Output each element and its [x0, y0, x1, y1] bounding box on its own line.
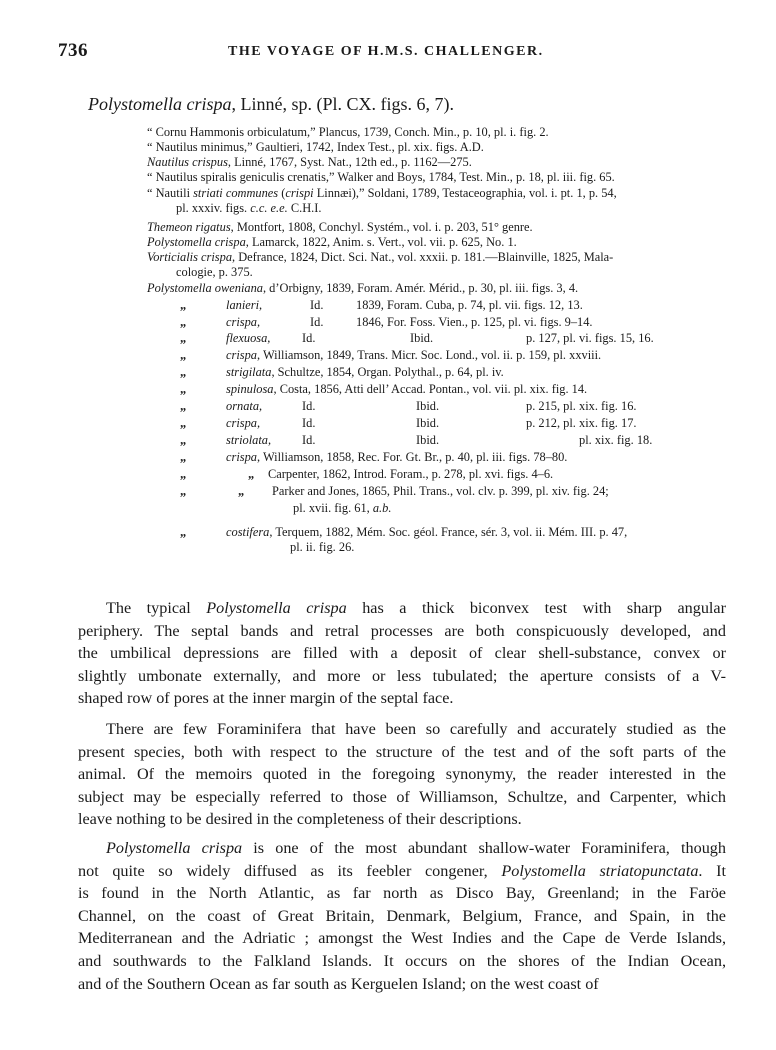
taxon-name: crispa,: [226, 315, 261, 329]
citation-text: Linnæi),” Soldani, 1789, Testaceographia, vol. i. pt. 1, p. 54,: [313, 186, 617, 200]
citation-text: p. 212, pl. xix. fig. 17.: [526, 416, 637, 430]
running-head: THE VOYAGE OF H.M.S. CHALLENGER.: [228, 44, 544, 59]
citation-text: “ Nautili: [147, 186, 194, 200]
ditto-mark: „: [180, 399, 187, 413]
citation-ibid: Ibid.: [416, 399, 440, 413]
text-line: periphery. The septal bands and retral processes are both conspicuously developed, and: [78, 621, 726, 640]
citation-text: pl. ii. fig. 26.: [290, 540, 355, 554]
text-line: not quite so widely diffused as its feebler congener, Polystomella striatopunctata. It: [78, 861, 726, 880]
citation-ibid: Ibid.: [416, 416, 440, 430]
taxon-name: crispa,: [226, 416, 261, 430]
ditto-mark: „: [180, 433, 187, 447]
ditto-mark: „: [180, 525, 187, 539]
taxon-name: costifera: [226, 525, 270, 539]
citation-ibid: Ibid.: [410, 331, 434, 345]
taxon-name: a.b.: [372, 501, 392, 515]
synonymy-entry: [147, 250, 613, 264]
taxon-name: ornata,: [226, 399, 263, 413]
synonymy-entry: [226, 399, 637, 413]
synonymy-entry-continuation: [290, 540, 354, 554]
page-header: [58, 40, 748, 64]
text-line: the umbilical depressions are filled with a deposit of clear shell-substance, convex or: [78, 644, 726, 663]
citation-text: p. 215, pl. xix. fig. 16.: [526, 399, 637, 413]
text-line: and southwards to the Falkland Islands. It occurs on the shores of the Indian Ocean,: [78, 951, 726, 970]
synonymy-entry: [226, 348, 601, 362]
taxon-name: Polystomella oweniana: [147, 281, 263, 295]
synonymy-entry: [268, 467, 553, 481]
text-line: present species, both with respect to the structure of the test and of the soft parts of the: [78, 742, 726, 761]
text-line: Mediterranean and the Adriatic ; amongst the West Indies and the Cape de Verde Islands,: [78, 929, 726, 948]
paragraph: [78, 718, 726, 831]
species-title: [88, 94, 454, 115]
text-line: shaped row of pores at the inner margin of the septal face.: [78, 689, 454, 708]
text-line: leave nothing to be desired in the completeness of their descriptions.: [78, 810, 522, 829]
citation-text: “ Cornu Hammonis orbiculatum,” Plancus, 1739, Conch. Min., p. 10, pl. i. fig. 2.: [147, 125, 549, 139]
synonymy-entry: [226, 433, 653, 447]
species-authority: , Linné, sp. (Pl. CX. figs. 6, 7).: [231, 94, 454, 114]
text-line: The typical Polystomella crispa has a thick biconvex test with sharp angular: [106, 599, 726, 617]
citation-text: C.H.I.: [287, 201, 322, 215]
taxon-name: striolata,: [226, 433, 272, 447]
citation-text: , Montfort, 1808, Conchyl. Systém., vol. i. p. 203, 51° genre.: [230, 220, 533, 234]
citation-ditto-author: Id.: [310, 298, 324, 312]
synonymy-entry-continuation: [176, 201, 321, 215]
ditto-mark: „: [180, 298, 187, 312]
citation-text: , Williamson, 1849, Trans. Micr. Soc. Lond., vol. ii. p. 159, pl. xxviii.: [256, 348, 602, 362]
citation-text: , Terquem, 1882, Mém. Soc. géol. France, sér. 3, vol. ii. Mém. III. p. 47,: [269, 525, 628, 539]
ditto-mark: „: [180, 348, 187, 362]
synonymy-entry: [226, 315, 593, 329]
synonymy-entry: [147, 140, 484, 154]
citation-text: , Linné, 1767, Syst. Nat., 12th ed., p. 1162—275.: [227, 155, 472, 169]
citation-ditto-author: Id.: [302, 399, 316, 413]
synonymy-entry: [147, 155, 472, 169]
citation-text: pl. xvii. fig. 61,: [293, 501, 373, 515]
ditto-mark: „: [180, 315, 187, 329]
synonymy-entry: [226, 525, 627, 539]
citation-ditto-author: Id.: [310, 315, 324, 329]
synonymy-entry: [226, 416, 637, 430]
taxon-name: crispa: [226, 450, 257, 464]
synonymy-entry: [147, 125, 549, 139]
text-line: There are few Foraminifera that have been so carefully and accurately studied as the: [106, 720, 726, 738]
ditto-mark: „: [180, 467, 187, 481]
paragraph: [78, 597, 726, 710]
ditto-mark: „: [248, 467, 255, 481]
citation-ibid: Ibid.: [416, 433, 440, 447]
text-line: and of the Southern Ocean as far south as Kerguelen Island; on the west coast of: [78, 974, 599, 993]
synonymy-entry: [147, 281, 578, 295]
citation-text: , d’Orbigny, 1839, Foram. Amér. Mérid., p. 30, pl. iii. figs. 3, 4.: [262, 281, 579, 295]
synonymy-entry: [226, 365, 504, 379]
text-line: animal. Of the memoirs quoted in the foregoing synonymy, the reader interested in the: [78, 765, 726, 784]
citation-text: 1846, For. Foss. Vien., p. 125, pl. vi. figs. 9–14.: [356, 315, 593, 329]
citation-text: cologie, p. 375.: [176, 265, 253, 279]
text-line: Polystomella crispa is one of the most abundant shallow-water Foraminifera, though: [106, 839, 726, 857]
citation-text: Carpenter, 1862, Introd. Foram., p. 278, pl. xvi. figs. 4–6.: [268, 467, 554, 481]
citation-text: “ Nautilus spiralis geniculis crenatis,” Walker and Boys, 1784, Test. Min., p. 18, pl. iii. fig. 65.: [147, 170, 615, 184]
taxon-name: Vorticialis crispa: [147, 250, 233, 264]
ditto-mark: „: [180, 416, 187, 430]
ditto-mark: „: [238, 484, 245, 498]
taxon-name: striati communes: [193, 186, 279, 200]
ditto-mark: „: [180, 484, 187, 498]
citation-ditto-author: Id.: [302, 331, 316, 345]
text-line: subject may be especially referred to those of Williamson, Schultze, and Carpenter, which: [78, 787, 726, 806]
taxon-name: Nautilus crispus: [147, 155, 228, 169]
page-number: 736: [58, 40, 88, 61]
citation-text: , Schultze, 1854, Organ. Polythal., p. 64, pl. iv.: [271, 365, 504, 379]
taxon-name: lanieri,: [226, 298, 263, 312]
taxon-name: c.c. e.e.: [250, 201, 288, 215]
text-line: slightly umbonate externally, and more or less tubulated; the aperture consists of a V-: [78, 666, 726, 685]
taxon-name: Themeon rigatus: [147, 220, 231, 234]
synonymy-entry: [226, 382, 587, 396]
synonymy-entry: [226, 331, 654, 345]
text-line: Channel, on the coast of Great Britain, Denmark, Belgium, France, and Spain, in the: [78, 906, 726, 925]
paragraph: [78, 837, 726, 995]
synonymy-entry: [147, 186, 617, 200]
citation-text: , Costa, 1856, Atti dell’ Accad. Pontan., vol. vii. pl. xix. fig. 14.: [273, 382, 588, 396]
synonymy-entry: [147, 170, 615, 184]
citation-text: 1839, Foram. Cuba, p. 74, pl. vii. figs. 12, 13.: [356, 298, 583, 312]
synonymy-entry: [226, 298, 583, 312]
citation-text: “ Nautilus minimus,” Gaultieri, 1742, Index Test., pl. xix. figs. A.D.: [147, 140, 484, 154]
taxon-name: Polystomella crispa: [106, 839, 243, 857]
ditto-mark: „: [180, 382, 187, 396]
synonymy-entry-continuation: [176, 265, 253, 279]
synonymy-entry: [226, 450, 567, 464]
synonymy-entry: [272, 484, 609, 498]
taxon-name: strigilata: [226, 365, 272, 379]
taxon-name: Polystomella crispa: [147, 235, 246, 249]
taxon-name: Polystomella striatopunctata: [501, 861, 699, 880]
synonymy-entry-continuation: [293, 501, 391, 515]
citation-ditto-author: Id.: [302, 416, 316, 430]
taxon-name: flexuosa,: [226, 331, 271, 345]
citation-text: (: [278, 186, 286, 200]
synonymy-entry: [147, 220, 533, 234]
taxon-name: crispi: [285, 186, 314, 200]
citation-text: p. 127, pl. vi. figs. 15, 16.: [526, 331, 654, 345]
taxon-name: spinulosa: [226, 382, 274, 396]
citation-text: , Defrance, 1824, Dict. Sci. Nat., vol. xxxii. p. 181.—Blainville, 1825, Mala-: [232, 250, 614, 264]
citation-text: , Williamson, 1858, Rec. For. Gt. Br., p. 40, pl. iii. figs. 78–80.: [256, 450, 568, 464]
citation-text: Parker and Jones, 1865, Phil. Trans., vol. clv. p. 399, pl. xiv. fig. 24;: [272, 484, 609, 498]
citation-text: , Lamarck, 1822, Anim. s. Vert., vol. vii. p. 625, No. 1.: [245, 235, 517, 249]
citation-text: pl. xxxiv. figs.: [176, 201, 251, 215]
taxon-name: Polystomella crispa: [206, 599, 347, 617]
text-line: is found in the North Atlantic, as far north as Disco Bay, Greenland; in the Faröe: [78, 884, 726, 903]
taxon-name: crispa: [226, 348, 257, 362]
ditto-mark: „: [180, 365, 187, 379]
citation-ditto-author: Id.: [302, 433, 316, 447]
ditto-mark: „: [180, 331, 187, 345]
ditto-mark: „: [180, 450, 187, 464]
citation-text: pl. xix. fig. 18.: [579, 433, 653, 447]
species-name: Polystomella crispa: [88, 94, 232, 114]
synonymy-entry: [147, 235, 517, 249]
